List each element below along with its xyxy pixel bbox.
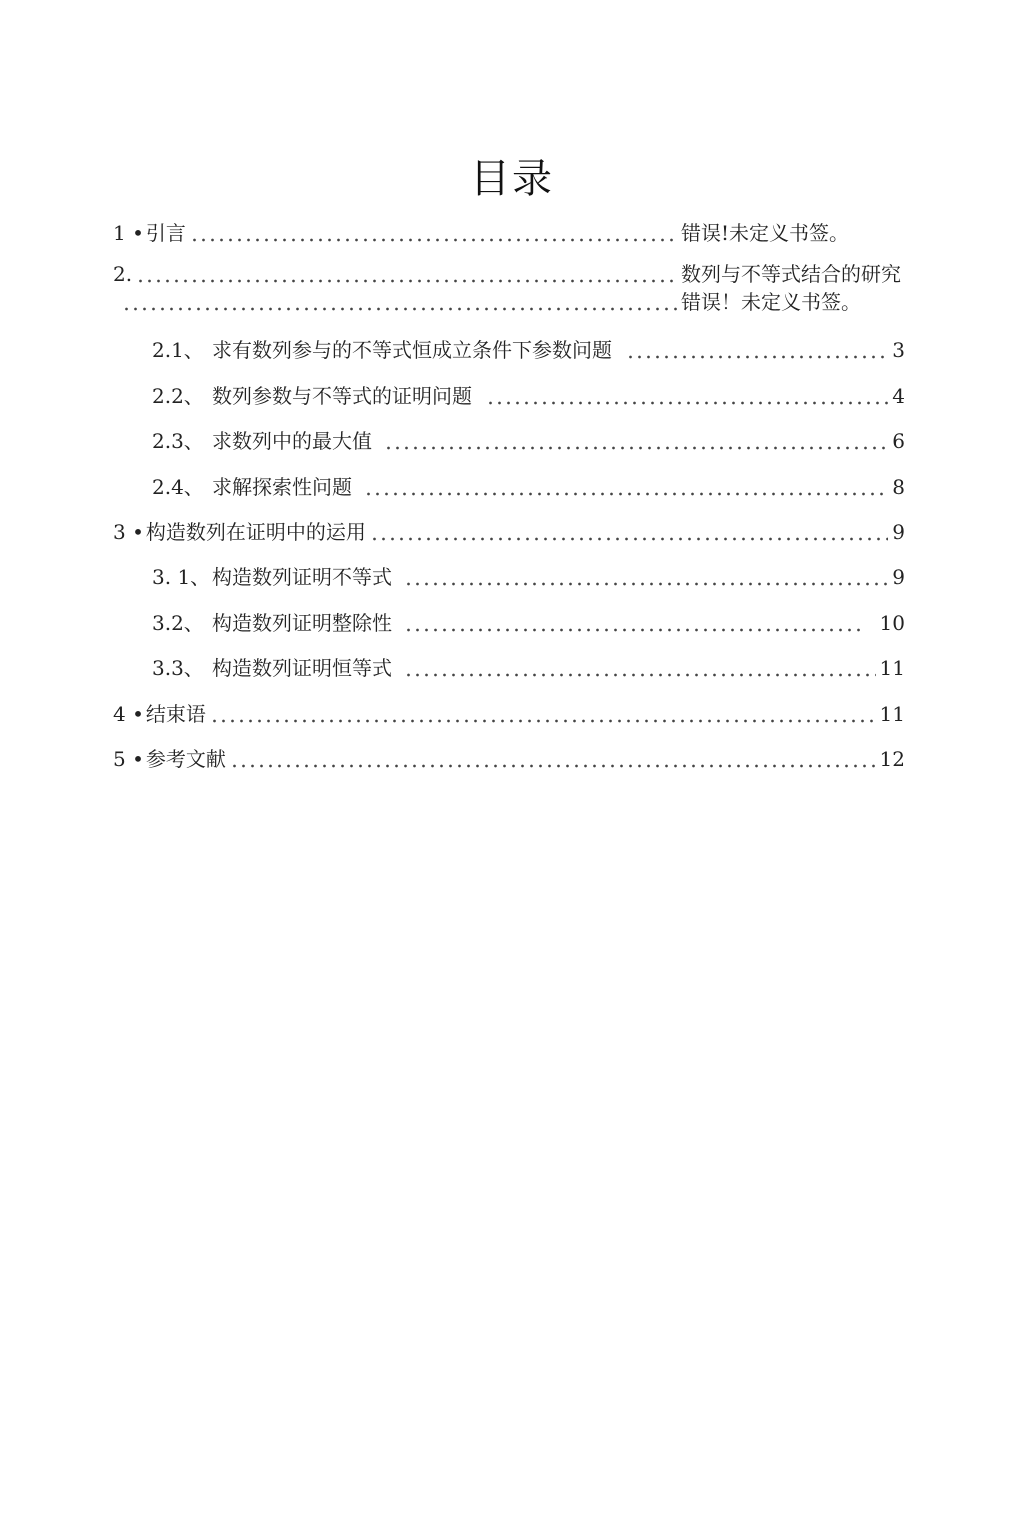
toc-entry-page: 4 (892, 384, 905, 408)
dot-leader (404, 610, 864, 636)
toc-entry-introduction (113, 220, 905, 246)
toc-entry-3-3 (152, 655, 905, 681)
toc-entry-page: 3 (892, 338, 905, 362)
toc-entry-label: 求有数列参与的不等式恒成立条件下参数问题 (212, 338, 612, 362)
toc-entry-section-2-continuation (122, 289, 908, 315)
dot-leader (210, 701, 876, 727)
dot-leader (384, 428, 888, 454)
toc-entry-label: 求数列中的最大值 (212, 429, 372, 453)
toc-entry-number: 3 • (113, 520, 144, 544)
toc-entry-number: 2. (113, 262, 133, 286)
toc-entry-label: 构造数列证明整除性 (212, 611, 392, 635)
toc-entry-2-2 (152, 383, 905, 409)
toc-entry-label: 构造数列在证明中的运用 (145, 520, 366, 544)
toc-entry-label: 结束语 (145, 702, 206, 726)
dot-leader (404, 655, 876, 681)
toc-entry-page: 9 (892, 565, 905, 589)
toc-entry-number: 2.3、 (152, 429, 204, 453)
toc-entry-page: 9 (892, 520, 905, 544)
toc-entry-number: 2.4、 (152, 475, 204, 499)
toc-entry-label: 数列参数与不等式的证明问题 (212, 384, 472, 408)
toc-entry-2-1 (152, 337, 905, 363)
toc-entry-3-2 (152, 610, 905, 636)
toc-entry-page: 错误!未定义书签。 (681, 221, 850, 245)
toc-entry-label: 求解探索性问题 (212, 475, 352, 499)
dot-leader (136, 261, 677, 287)
toc-entry-number: 3.3、 (152, 656, 204, 680)
toc-entry-label: 引言 (145, 221, 186, 245)
toc-entry-label: 参考文献 (145, 747, 226, 771)
toc-entry-section-3 (113, 519, 905, 545)
dot-leader (364, 474, 888, 500)
toc-entry-number: 2.1、 (152, 338, 204, 362)
toc-entry-page: 8 (892, 475, 905, 499)
toc-entry-section-2 (113, 261, 908, 287)
toc-entry-conclusion (113, 701, 905, 727)
dot-leader (370, 519, 888, 545)
toc-entry-page: 11 (879, 702, 905, 726)
toc-entry-number: 3. 1、 (152, 565, 211, 589)
toc-entry-page: 11 (879, 656, 905, 680)
toc-entry-page: 12 (879, 747, 905, 771)
dot-leader (626, 337, 888, 363)
toc-entry-heading: 数列与不等式结合的研究 (681, 262, 901, 286)
page-title: 目录 (470, 156, 554, 202)
dot-leader (486, 383, 888, 409)
dot-leader (230, 746, 876, 772)
dot-leader (122, 289, 677, 315)
dot-leader (190, 220, 677, 246)
toc-entry-number: 1 • (113, 221, 144, 245)
toc-entry-page: 10 (879, 611, 905, 635)
toc-entry-references (113, 746, 905, 772)
toc-entry-number: 2.2、 (152, 384, 204, 408)
toc-entry-2-4 (152, 474, 905, 500)
toc-entry-3-1 (152, 564, 905, 590)
toc-entry-page: 错误！未定义书签。 (681, 290, 861, 314)
toc-entry-number: 3.2、 (152, 611, 204, 635)
toc-entry-page: 6 (892, 429, 905, 453)
toc-entry-label: 构造数列证明恒等式 (212, 656, 392, 680)
toc-entry-number: 4 • (113, 702, 144, 726)
dot-leader (404, 564, 888, 590)
toc-entry-label: 构造数列证明不等式 (212, 565, 392, 589)
toc-entry-number: 5 • (113, 747, 144, 771)
toc-entry-2-3 (152, 428, 905, 454)
